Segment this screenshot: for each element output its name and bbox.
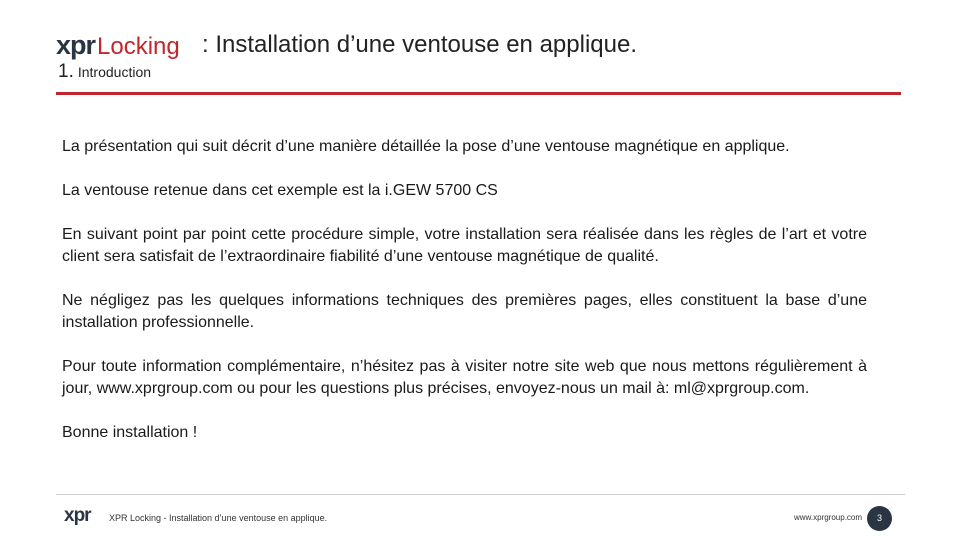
header-divider bbox=[56, 92, 901, 95]
footer-divider bbox=[56, 494, 905, 495]
paragraph-technical-info: Ne négligez pas les quelques informations techniques des premières pages, elles constituent la base d’une installation professionnelle. bbox=[62, 292, 867, 331]
slide-body bbox=[62, 136, 867, 444]
paragraph-model: La ventouse retenue dans cet exemple est la i.GEW 5700 CS bbox=[62, 182, 498, 199]
footer-website[interactable]: www.xprgroup.com bbox=[794, 513, 863, 522]
footer-logo-brand: xpr bbox=[64, 505, 91, 526]
page-number-badge: 3 bbox=[867, 506, 892, 531]
section-label: Introduction bbox=[77, 64, 152, 80]
footer-xpr-logo bbox=[64, 505, 91, 529]
section-number: 1. bbox=[58, 61, 74, 82]
paragraph-intro: La présentation qui suit décrit d’une manière détaillée la pose d’une ventouse magnétique en applique. bbox=[62, 138, 790, 155]
logo-product: Locking bbox=[97, 33, 180, 60]
logo-brand: xpr bbox=[56, 30, 96, 60]
xpr-locking-logo bbox=[56, 30, 180, 60]
section-heading bbox=[58, 61, 151, 83]
paragraph-contact: Pour toute information complémentaire, n’hésitez pas à visiter notre site web que nous mettons régulièrement à jour, www.xprgroup.com ou pour les questions plus précises, envoyez-nous un mail à: ml@xprgroup.com. bbox=[62, 358, 867, 397]
paragraph-procedure: En suivant point par point cette procédure simple, votre installation sera réalisée dans les règles de l’art et votre client sera satisfait de l’extraordinaire fiabilité d’une ventouse magnétique de qualité. bbox=[62, 226, 867, 265]
paragraph-closing: Bonne installation ! bbox=[62, 424, 198, 441]
slide-title: : Installation d’une ventouse en applique. bbox=[202, 31, 637, 58]
footer-caption: XPR Locking - Installation d’une ventouse en applique. bbox=[109, 513, 328, 523]
slide-header bbox=[56, 30, 916, 90]
